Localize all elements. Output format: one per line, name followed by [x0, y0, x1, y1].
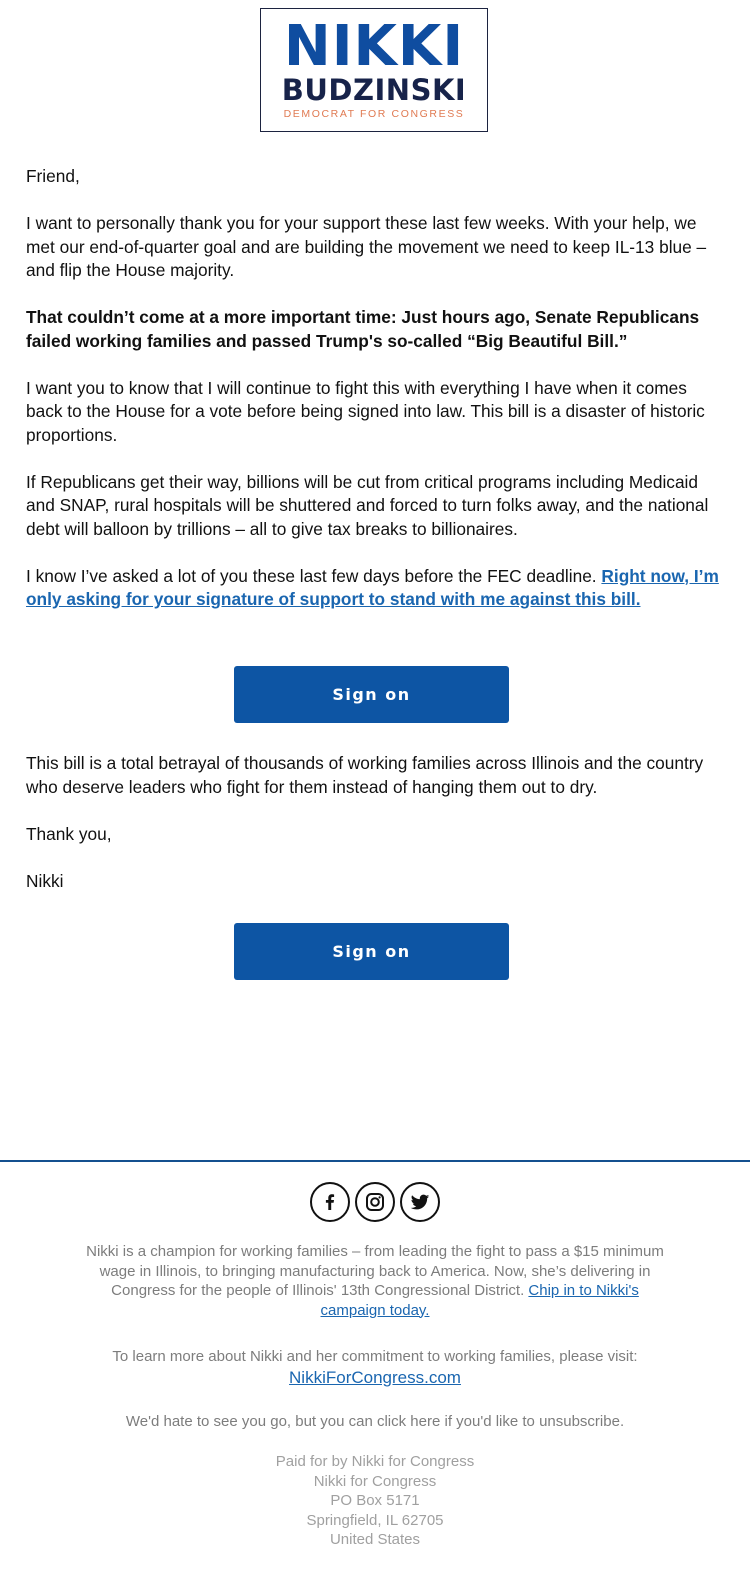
unsubscribe-text[interactable]: We'd hate to see you go, but you can click here if you'd like to unsubscribe. [125, 1413, 625, 1430]
sign-on-button[interactable]: Sign on [234, 666, 509, 723]
instagram-icon[interactable] [355, 1182, 395, 1222]
footer-divider [0, 1160, 750, 1162]
paragraph-bold-news: That couldn’t come at a more important time: Just hours ago, Senate Republicans failed working families and passed Trump's so-called “Big Beautiful Bill.” [26, 307, 700, 351]
website-link[interactable]: NikkiForCongress.com [289, 1367, 461, 1387]
paragraph-thanks: I want to personally thank you for your support these last few weeks. With your help, we met our end-of-quarter goal and are building the movement we need to keep IL-13 blue – and flip the House majority. [26, 213, 707, 280]
signoff: Thank you, [26, 823, 112, 844]
footer-disclaimer [80, 1452, 670, 1550]
disclaimer-line: Springfield, IL 62705 [306, 1511, 444, 1529]
campaign-logo [260, 8, 488, 132]
twitter-icon[interactable] [400, 1182, 440, 1222]
email-body-bottom [26, 752, 726, 917]
sign-on-button-bottom[interactable]: Sign on [234, 923, 509, 980]
logo-tagline: DEMOCRAT FOR CONGRESS [283, 108, 465, 120]
paragraph-ask [26, 565, 726, 612]
logo-last-name: BUDZINSKI [281, 73, 467, 107]
disclaimer-line: PO Box 5171 [330, 1492, 420, 1509]
footer-about [80, 1242, 670, 1320]
signature-name: Nikki [26, 870, 64, 891]
ask-text: I know I’ve asked a lot of you these last few days before the FEC deadline. [26, 565, 602, 586]
about-text: Nikki is a champion for working families – from leading the fight to pass a $15 minimum wage in Illinois, to bringing manufacturing back to America. Now, she’s delivering in Congress for the people of Illinois' 13th Congressional District. [86, 1243, 664, 1299]
disclaimer-line: United States [329, 1531, 421, 1548]
facebook-icon[interactable] [310, 1182, 350, 1222]
paragraph-cuts: If Republicans get their way, billions will be cut from critical programs including Medicaid and SNAP, rural hospitals will be shuttered and forced to turn folks away, and the national debt will balloon by trillions – all to give tax breaks to billionaires. [26, 471, 709, 539]
signature-link[interactable]: Right now, I’m only asking for your signature of support to stand with me against this bill. [26, 565, 719, 609]
paragraph-fight: I want you to know that I will continue to fight this with everything I have when it comes back to the House for a vote before being signed into law. This bill is a disaster of historic proportions. [26, 377, 705, 445]
paragraph-betrayal: This bill is a total betrayal of thousands of working families across Illinois and the country who deserve leaders who fight for them instead of hanging them out to dry. [26, 753, 704, 797]
logo-first-name: NIKKI [283, 14, 465, 79]
learn-more-text: To learn more about Nikki and her commitment to working families, please visit: [112, 1348, 638, 1365]
social-links [0, 1182, 750, 1222]
disclaimer-line: Nikki for Congress [313, 1472, 437, 1490]
disclaimer-line: Paid for by Nikki for Congress [275, 1453, 475, 1470]
email-body-top [26, 165, 726, 635]
footer-learn-more [80, 1347, 670, 1389]
chip-in-link[interactable]: Chip in to Nikki's campaign today. [320, 1282, 639, 1319]
greeting: Friend, [26, 166, 80, 186]
